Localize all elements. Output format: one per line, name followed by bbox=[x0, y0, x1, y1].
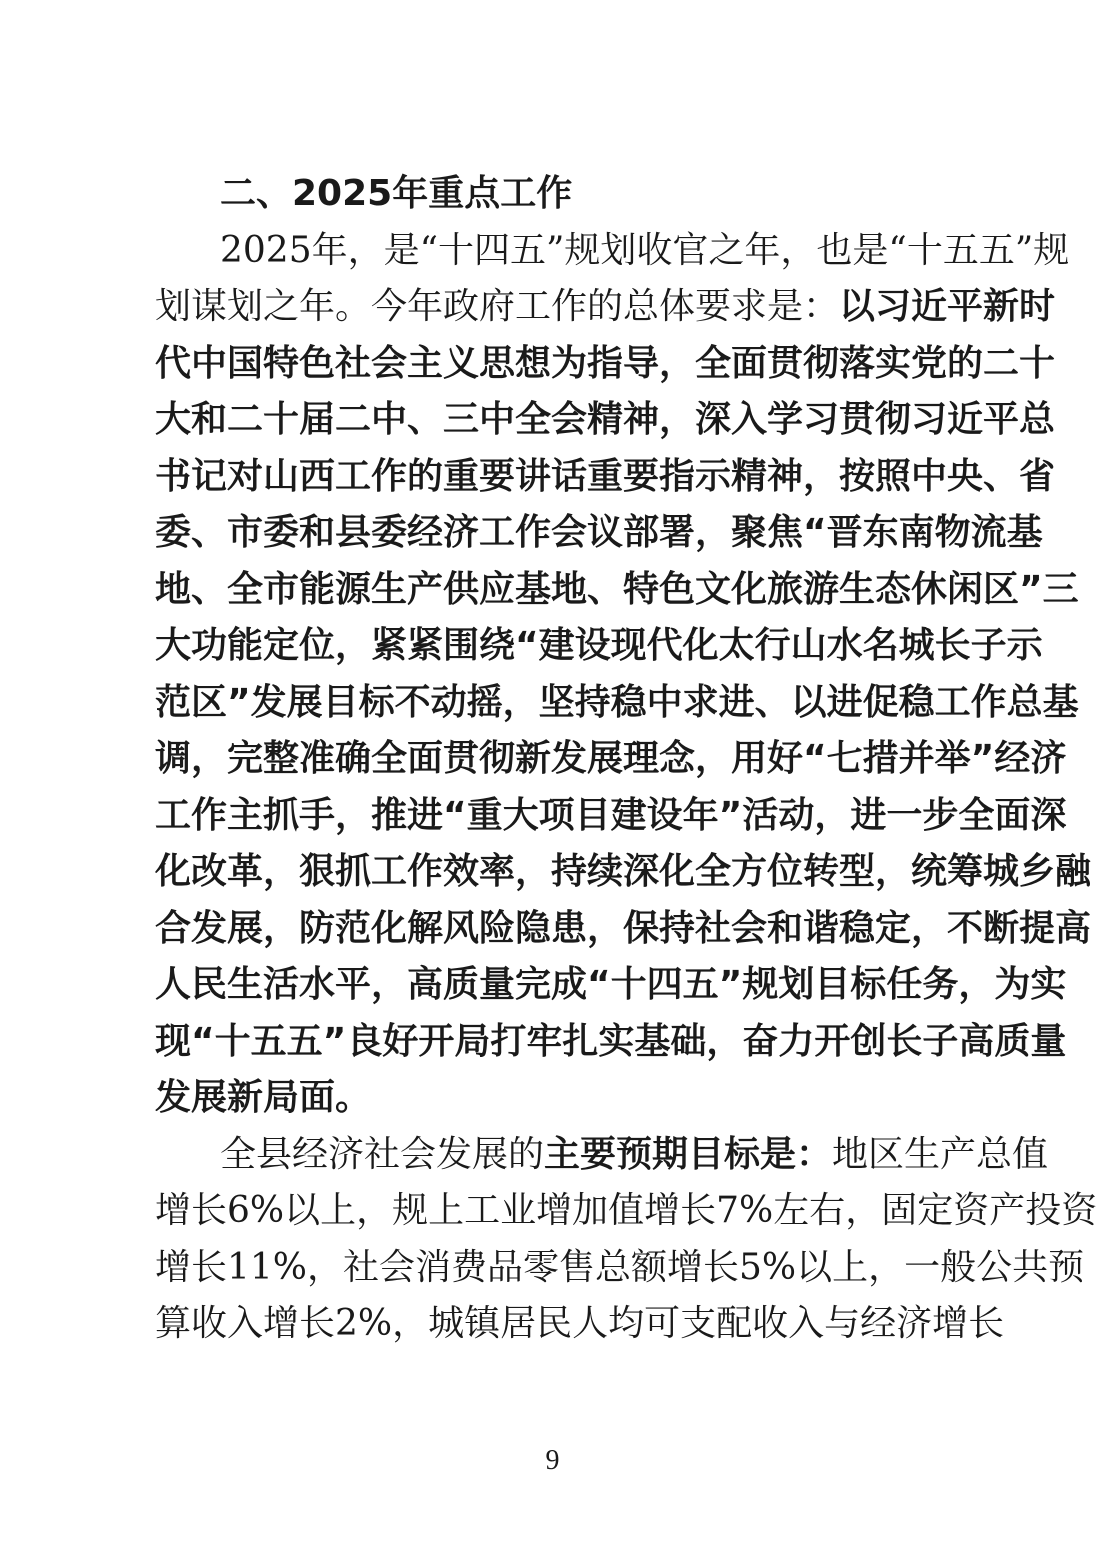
page-number: 9 bbox=[545, 1445, 560, 1476]
text-line bbox=[155, 1296, 1005, 1353]
paragraph-general-requirements bbox=[155, 223, 1092, 1127]
text-line bbox=[155, 675, 1079, 732]
text-line bbox=[155, 844, 1092, 901]
bold-text-segment: 以习近平新时 bbox=[839, 286, 1056, 327]
text-line bbox=[155, 336, 1056, 393]
text-line bbox=[155, 788, 1067, 845]
bold-text-segment: 地、全市能源生产供应基地、特色文化旅游生态休闲区”三 bbox=[155, 568, 1079, 610]
bold-text-segment: 合发展，防范化解风险隐患，保持社会和谐稳定，不断提高 bbox=[155, 907, 1092, 949]
text-segment: 2025年，是“十四五”规划收官之年，也是“十五五”规 bbox=[220, 229, 1070, 271]
paragraph-expected-targets bbox=[155, 1127, 1098, 1353]
bold-text-segment: 人民生活水平，高质量完成“十四五”规划目标任务，为实 bbox=[155, 964, 1067, 1005]
text-line bbox=[155, 505, 1043, 562]
bold-text-segment: 委、市委和县委经济工作会议部署，聚焦“晋东南物流基 bbox=[155, 512, 1043, 553]
bold-text-segment: 书记对山西工作的重要讲话重要指示精神，按照中央、省 bbox=[155, 455, 1056, 497]
text-line bbox=[155, 449, 1056, 506]
text-line bbox=[155, 1070, 955, 1127]
text-segment: 地区生产总值 bbox=[832, 1133, 1049, 1175]
text-line bbox=[155, 1127, 1049, 1184]
text-line bbox=[155, 957, 1067, 1014]
text-line bbox=[155, 901, 1092, 958]
bold-text-segment: 代中国特色社会主义思想为指导，全面贯彻落实党的二十 bbox=[155, 342, 1056, 384]
text-line bbox=[155, 1240, 1085, 1297]
text-line bbox=[155, 618, 1043, 675]
bold-text-segment: 主要预期目标是： bbox=[544, 1133, 833, 1175]
text-line bbox=[155, 223, 1070, 280]
document-body bbox=[155, 166, 1098, 1353]
bold-text-segment: 化改革，狠抓工作效率，持续深化全方位转型，统筹城乡融 bbox=[155, 851, 1092, 892]
text-segment: 增长6%以上，规上工业增加值增长7%左右，固定资产投资 bbox=[155, 1190, 1098, 1231]
text-line bbox=[155, 1183, 1098, 1240]
section-heading: 二、2025年重点工作 bbox=[220, 173, 573, 214]
bold-text-segment: 现“十五五”良好开局打牢扎实基础，奋力开创长子高质量 bbox=[155, 1020, 1067, 1062]
bold-text-segment: 调，完整准确全面贯彻新发展理念，用好“七措并举”经济 bbox=[155, 738, 1067, 779]
text-segment: 全县经济社会发展的 bbox=[220, 1133, 545, 1175]
text-segment: 算收入增长2%，城镇居民人均可支配收入与经济增长 bbox=[155, 1303, 1005, 1344]
bold-text-segment: 大和二十届二中、三中全会精神，深入学习贯彻习近平总 bbox=[155, 399, 1056, 440]
bold-text-segment: 工作主抓手，推进“重大项目建设年”活动，进一步全面深 bbox=[155, 794, 1067, 836]
text-line bbox=[155, 731, 1067, 788]
text-segment: 增长11%，社会消费品零售总额增长5%以上，一般公共预 bbox=[155, 1246, 1085, 1288]
bold-text-segment: 大功能定位，紧紧围绕“建设现代化太行山水名城长子示 bbox=[155, 625, 1043, 666]
text-line bbox=[155, 1014, 1067, 1071]
bold-text-segment: 范区”发展目标不动摇，坚持稳中求进、以进促稳工作总基 bbox=[155, 681, 1079, 723]
text-line bbox=[155, 392, 1056, 449]
bold-text-segment: 发展新局面。 bbox=[155, 1077, 372, 1118]
text-segment: 划谋划之年。今年政府工作的总体要求是： bbox=[155, 286, 840, 327]
text-line bbox=[155, 562, 1079, 619]
text-line bbox=[155, 279, 1056, 336]
